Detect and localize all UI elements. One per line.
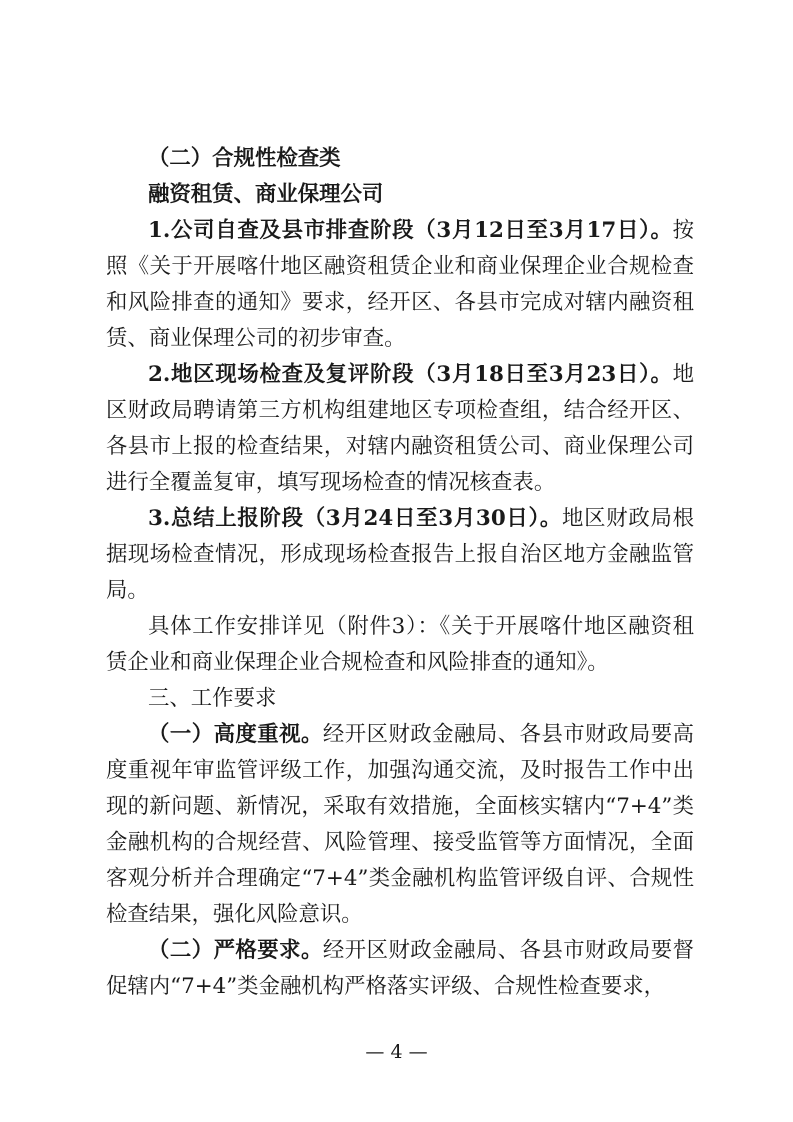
step-3-text: 地区财政局根据现场检查情况，形成现场检查报告上报自治区地方金融监管局。 (106, 506, 694, 603)
requirement-2-text: 经开区财政金融局、各县市财政局要督促辖内“7+4”类金融机构严格落实评级、合规性检查要求， (106, 938, 694, 999)
page-number: — 4 — (365, 1041, 428, 1063)
step-3-title: 3.总结上报阶段（3月24日至3月30日）。 (148, 506, 563, 531)
requirement-1-paragraph (106, 717, 694, 933)
requirement-2-title: （二）严格要求。 (148, 938, 323, 963)
step-1-paragraph (106, 213, 694, 357)
step-2-title: 2.地区现场检查及复评阶段（3月18日至3月23日）。 (148, 362, 673, 387)
requirement-2-paragraph (106, 933, 694, 1005)
step-2-text: 地区财政局聘请第三方机构组建地区专项检查组，结合经开区、各县市上报的检查结果，对辖内融资租赁公司、商业保理公司进行全覆盖复审，填写现场检查的情况核查表。 (106, 362, 694, 495)
detail-paragraph: 具体工作安排详见（附件3）：《关于开展喀什地区融资租赁企业和商业保理企业合规检查和风险排查的通知》。 (106, 614, 694, 675)
requirement-1-text: 经开区财政金融局、各县市财政局要高度重视年审监管评级工作，加强沟通交流，及时报告工作中出现的新问题、新情况，采取有效措施，全面核实辖内“7+4”类金融机构的合规经营、风险管理、接受监管等方面情况，全面客观分析并合理确定“7+4”类金融机构监管评级自评、合规性检查结果，强化风险意识。 (106, 722, 694, 927)
step-1-title: 1.公司自查及县市排查阶段（3月12日至3月17日）。 (148, 218, 673, 243)
section-3-heading: 三、工作要求 (148, 686, 277, 711)
requirement-1-title: （一）高度重视。 (148, 722, 323, 747)
subheading: 融资租赁、商业保理公司 (148, 182, 384, 207)
step-1-text: 按照《关于开展喀什地区融资租赁企业和商业保理企业合规检查和风险排查的通知》要求，经开区、各县市完成对辖内融资租赁、商业保理公司的初步审查。 (106, 218, 694, 351)
step-3-paragraph (106, 501, 694, 609)
step-2-paragraph (106, 357, 694, 501)
section-heading: （二）合规性检查类 (148, 146, 341, 171)
